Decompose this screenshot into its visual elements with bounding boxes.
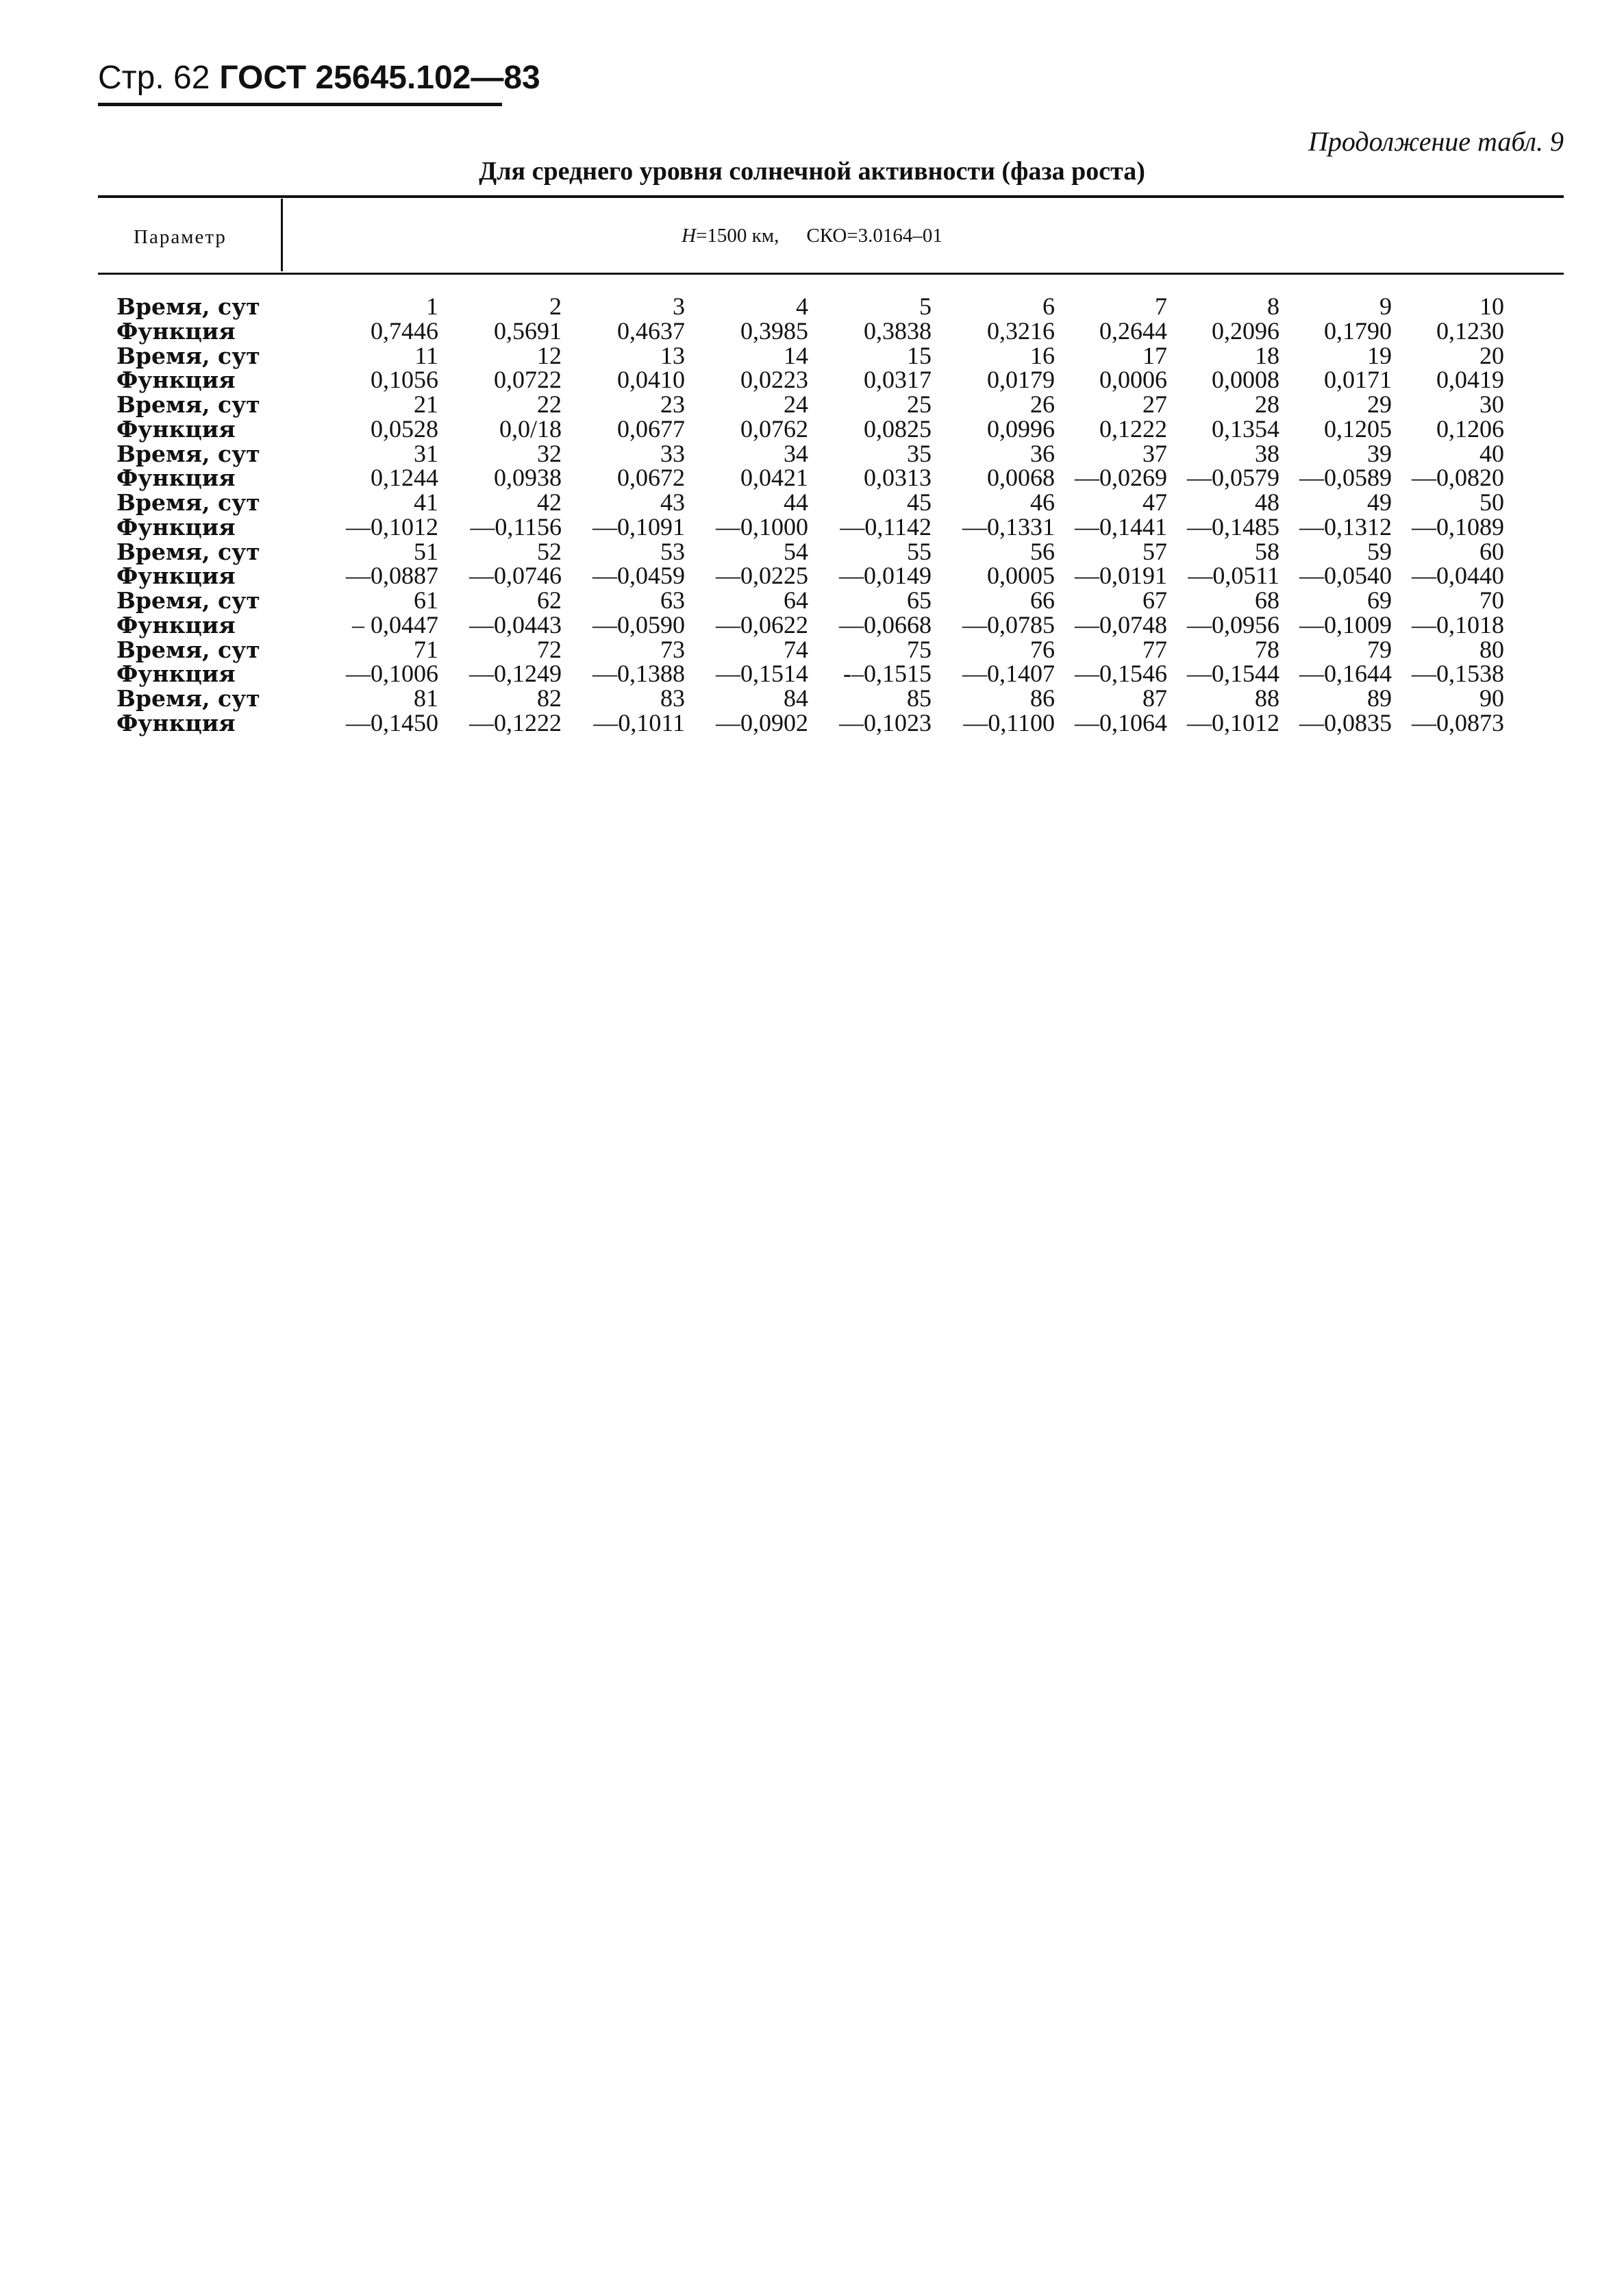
table-cell: 16 [1030,341,1055,369]
table-cell: 90 [1479,684,1504,712]
table-cell: —0,0746 [469,562,562,590]
table-cell: 50 [1479,488,1504,516]
row-label: Функция [116,367,236,394]
table-cell: 1 [426,293,438,320]
table-cell: 41 [414,488,438,516]
table-cell: —0,0191 [1075,562,1167,590]
row-label: Время, сут [116,636,260,663]
row-label: Функция [116,611,236,638]
page-number: Стр. 62 [98,60,210,96]
table-continuation-note: Продолжение табл. 9 [1308,126,1564,157]
table-cell: 19 [1367,341,1392,369]
table-header-bottom-rule [98,273,1564,275]
table-cell: 23 [660,390,685,418]
table-top-rule [98,195,1564,198]
row-label: Функция [116,709,236,736]
table-cell: 0,0421 [740,464,808,492]
table-cell: —0,1222 [469,708,562,736]
table-cell: 45 [907,488,932,516]
table-row [116,319,1504,344]
table-cell: 51 [414,537,438,565]
table-cell: 21 [414,390,438,418]
table-cell: 33 [660,439,685,467]
table-cell: 0,3985 [740,316,808,345]
table-cell: 3 [673,293,685,320]
table-cell: 83 [660,684,685,712]
table-row [116,588,1504,613]
table-cell: 2 [549,293,562,320]
table-cell: —0,0269 [1075,464,1167,492]
table-cell: 0,0171 [1324,366,1392,394]
table-row [116,466,1504,491]
table-cell: 0,0762 [740,414,808,443]
table-cell: —0,0668 [839,610,932,638]
table-cell: 34 [784,439,808,467]
table-cell: —0,0873 [1412,708,1504,736]
table-cell: 0,1056 [371,366,438,394]
table-cell: —0,1485 [1187,512,1279,541]
table-cell: 6 [1042,293,1055,320]
table-cell: —0,0579 [1187,464,1279,492]
table-cell: —0,0540 [1299,562,1392,590]
table-cell: —0,1249 [469,660,562,688]
table-cell: 32 [537,439,562,467]
table-row [116,417,1504,442]
table-cell: 0,0/18 [499,414,562,443]
table-cell: —0,0902 [716,708,808,736]
standard-designation: ГОСТ 25645.102—83 [219,60,540,96]
table-cell: —0,1100 [963,708,1055,736]
table-cell: —0,0785 [962,610,1055,638]
table-cell: —0,0440 [1412,562,1504,590]
table-cell: —0,1331 [962,512,1055,541]
table-cell: 0,1230 [1436,316,1504,345]
table-row [116,491,1504,515]
table-cell: 56 [1030,537,1055,565]
table-cell: 44 [784,488,808,516]
row-label: Функция [116,415,236,443]
row-label: Время, сут [116,587,260,614]
table-cell: 38 [1255,439,1279,467]
table-cell: —0,0820 [1412,464,1504,492]
row-label: Время, сут [116,489,260,516]
row-label: Время, сут [116,538,260,565]
table-row [116,344,1504,369]
table-cell: 78 [1255,635,1279,663]
table-cell: 0,0068 [987,464,1055,492]
table-cell: 0,0005 [987,562,1055,590]
table-cell: 0,0996 [987,414,1055,443]
table-cell: 60 [1479,537,1504,565]
header-conditions [0,225,1624,247]
table-cell: 0,0672 [617,464,685,492]
table-cell: 22 [537,390,562,418]
table-cell: —0,1091 [592,512,685,541]
table-cell: 69 [1367,586,1392,614]
table-cell: 0,3216 [987,316,1055,345]
table-cell: 64 [784,586,808,614]
table-cell: 43 [660,488,685,516]
table-cell: 28 [1255,390,1279,418]
row-label: Функция [116,513,236,541]
table-cell: 27 [1142,390,1167,418]
table-cell: 58 [1255,537,1279,565]
row-label: Время, сут [116,293,260,320]
table-cell: —0,0589 [1299,464,1392,492]
table-cell: 0,0317 [864,366,932,394]
table-cell: 84 [784,684,808,712]
table-cell: 73 [660,635,685,663]
table-cell: 0,5691 [494,316,562,345]
table-cell: —0,1450 [346,708,438,736]
table-cell: 55 [907,537,932,565]
table-cell: —0,1407 [962,660,1055,688]
table-cell: 31 [414,439,438,467]
table-cell: 65 [907,586,932,614]
table-cell: 75 [907,635,932,663]
table-cell: 46 [1030,488,1055,516]
table-cell: 88 [1255,684,1279,712]
table-cell: 59 [1367,537,1392,565]
table-cell: —0,0511 [1188,562,1279,590]
table-cell: 35 [907,439,932,467]
table-cell: 0,1244 [371,464,438,492]
table-cell: 37 [1142,439,1167,467]
table-cell: 0,0419 [1436,366,1504,394]
table-cell: 40 [1479,439,1504,467]
table-cell: 39 [1367,439,1392,467]
table-row [116,638,1504,662]
table-cell: 7 [1155,293,1167,320]
table-cell: 72 [537,635,562,663]
table-cell: -–0,1515 [843,660,932,688]
table-cell: —0,1089 [1412,512,1504,541]
table-cell: —0,1544 [1187,660,1279,688]
table-cell: 86 [1030,684,1055,712]
table-row [116,613,1504,638]
table-cell: 8 [1267,293,1279,320]
table-cell: —0,1012 [1187,708,1279,736]
table-row [116,515,1504,540]
table-cell: 0,0677 [617,414,685,443]
table-row [116,711,1504,736]
row-label: Время, сут [116,440,260,467]
data-table [116,295,1504,736]
table-cell: 0,0722 [494,366,562,394]
table-cell: 71 [414,635,438,663]
table-cell: 0,1222 [1099,414,1167,443]
table-cell: 36 [1030,439,1055,467]
row-label: Время, сут [116,342,260,369]
height-variable: H [682,225,697,247]
table-cell: —0,0956 [1187,610,1279,638]
table-cell: 42 [537,488,562,516]
table-cell: 66 [1030,586,1055,614]
table-caption: Для среднего уровня солнечной активности (фаза роста) [479,157,1145,186]
table-cell: 0,4637 [617,316,685,345]
table-cell: 0,1790 [1324,316,1392,345]
table-cell: —0,0622 [716,610,808,638]
table-cell: 15 [907,341,932,369]
table-cell: —0,1312 [1299,512,1392,541]
table-cell: —0,1064 [1075,708,1167,736]
table-cell: 26 [1030,390,1055,418]
table-cell: 5 [919,293,932,320]
row-label: Время, сут [116,685,260,712]
table-cell: 29 [1367,390,1392,418]
table-cell: —0,1388 [592,660,685,688]
table-row [116,686,1504,711]
table-cell: 89 [1367,684,1392,712]
table-cell: 0,0938 [494,464,562,492]
table-cell: —0,0149 [839,562,932,590]
table-cell: 80 [1479,635,1504,663]
table-cell: —0,1006 [346,660,438,688]
table-cell: —0,1142 [840,512,932,541]
table-cell: —0,1156 [470,512,562,541]
table-row [116,393,1504,417]
table-row [116,662,1504,686]
table-cell: 57 [1142,537,1167,565]
table-cell: 70 [1479,586,1504,614]
table-cell: —0,0225 [716,562,808,590]
table-cell: 14 [784,341,808,369]
table-cell: 68 [1255,586,1279,614]
sko-value: СКО=3.0164–01 [806,225,942,247]
table-cell: – 0,0447 [352,610,438,638]
table-cell: 0,7446 [371,316,438,345]
table-cell: —0,0590 [592,610,685,638]
table-cell: —0,1018 [1412,610,1504,638]
table-row [116,368,1504,393]
table-row [116,564,1504,588]
table-row [116,540,1504,564]
row-label: Функция [116,464,236,492]
table-cell: 9 [1379,293,1392,320]
table-cell: —0,1012 [346,512,438,541]
table-cell: 13 [660,341,685,369]
table-cell: —0,1009 [1299,610,1392,638]
row-label: Функция [116,660,236,688]
table-cell: —0,0443 [469,610,562,638]
table-cell: 0,0313 [864,464,932,492]
page-header [98,53,540,106]
table-cell: 0,0528 [371,414,438,443]
table-cell: 77 [1142,635,1167,663]
table-cell: 85 [907,684,932,712]
height-value: =1500 км, [696,225,779,247]
table-cell: 0,0008 [1212,366,1279,394]
table-cell: 30 [1479,390,1504,418]
table-cell: 48 [1255,488,1279,516]
table-row [116,295,1504,319]
table-cell: 47 [1142,488,1167,516]
table-cell: 62 [537,586,562,614]
table-cell: —0,1000 [716,512,808,541]
table-cell: —0,1538 [1412,660,1504,688]
table-cell: 52 [537,537,562,565]
row-label: Время, сут [116,391,260,418]
table-cell: 0,0825 [864,414,932,443]
table-cell: 11 [414,341,438,369]
table-row [116,442,1504,467]
table-cell: 4 [796,293,808,320]
table-cell: 10 [1479,293,1504,320]
table-cell: —0,1023 [839,708,932,736]
table-cell: —0,0748 [1075,610,1167,638]
table-cell: 0,1354 [1212,414,1279,443]
table-cell: 61 [414,586,438,614]
table-cell: 20 [1479,341,1504,369]
table-cell: 0,0006 [1099,366,1167,394]
table-cell: —0,1546 [1075,660,1167,688]
table-cell: 0,2096 [1212,316,1279,345]
header-param-label: Параметр [134,226,227,248]
table-cell: 12 [537,341,562,369]
table-cell: 0,0410 [617,366,685,394]
table-cell: 0,0223 [740,366,808,394]
table-cell: —0,0835 [1299,708,1392,736]
table-cell: 54 [784,537,808,565]
table-cell: 74 [784,635,808,663]
table-cell: 49 [1367,488,1392,516]
table-cell: 0,0179 [987,366,1055,394]
table-cell: 18 [1255,341,1279,369]
table-cell: —0,1011 [593,708,685,736]
table-cell: 24 [784,390,808,418]
table-cell: 0,2644 [1099,316,1167,345]
table-cell: —0,1644 [1299,660,1392,688]
table-cell: 76 [1030,635,1055,663]
table-cell: 67 [1142,586,1167,614]
table-cell: 17 [1142,341,1167,369]
table-cell: 0,1205 [1324,414,1392,443]
table-cell: —0,1514 [716,660,808,688]
table-cell: 25 [907,390,932,418]
table-cell: 87 [1142,684,1167,712]
table-cell: 79 [1367,635,1392,663]
table-cell: 81 [414,684,438,712]
table-cell: —0,0459 [592,562,685,590]
table-cell: —0,1441 [1075,512,1167,541]
table-cell: 82 [537,684,562,712]
data-table-body [116,295,1504,736]
row-label: Функция [116,562,236,590]
row-label: Функция [116,317,236,345]
table-cell: —0,0887 [346,562,438,590]
table-cell: 53 [660,537,685,565]
table-cell: 0,3838 [864,316,932,345]
table-cell: 63 [660,586,685,614]
table-cell: 0,1206 [1436,414,1504,443]
